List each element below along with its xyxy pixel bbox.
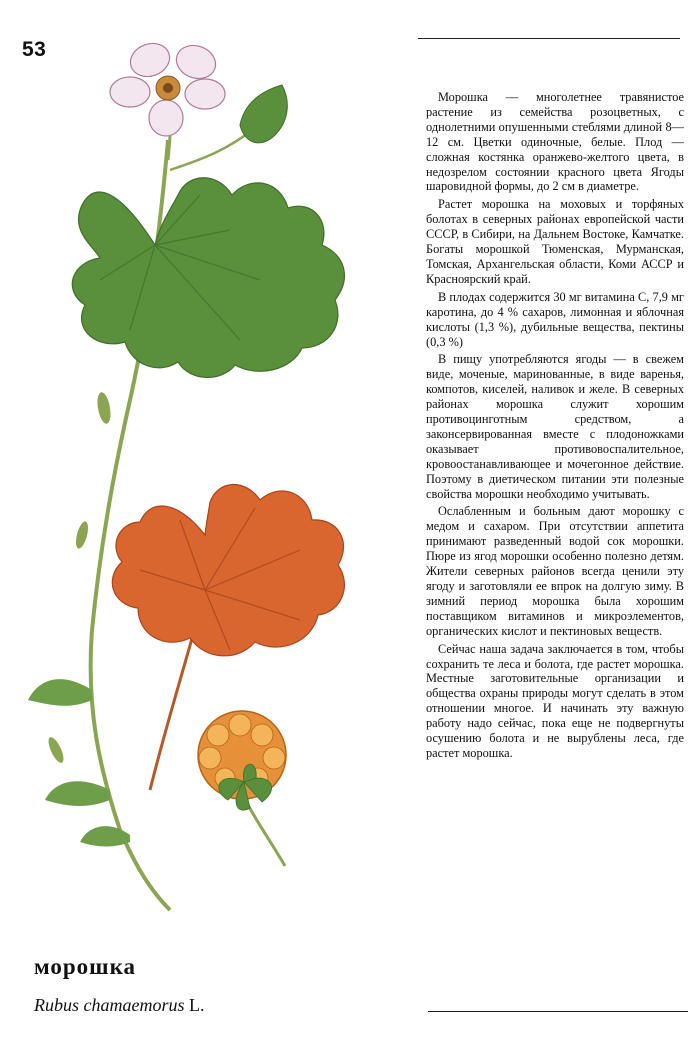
- green-leaf: [72, 178, 344, 378]
- flower: [110, 38, 225, 136]
- stem-node: [74, 520, 91, 550]
- top-rule: [418, 38, 680, 39]
- paragraph: В плодах содержится 30 мг витамина С, 7,9 мг каротина, до 4 % сахаров, лимонная и яблочная кислоты (1,3 %), дубильные вещества, пектины (0,3 %): [426, 289, 684, 349]
- latin-author: L.: [189, 995, 205, 1015]
- latin-binomial: Rubus chamaemorus: [34, 995, 185, 1015]
- lower-leaflet: [45, 781, 110, 806]
- paragraph: Растет морошка на моховых и торфяных болотах в северных районах европейской части СССР, в Сибири, на Дальнем Востоке, Камчатке. Богаты морошкой Тюменская, Мурманская, Томская, Архангельская области, Коми АССР и Красноярский край.: [426, 197, 684, 286]
- small-leaf: [240, 85, 287, 143]
- bottom-rule: [428, 1011, 688, 1012]
- paragraph: Сейчас наша задача заключается в том, чтобы сохранить те леса и болота, где растет морошка. Местные заготовительные организации и общества охраны природы могут сделать в этом отношении многое. И начинать эту важную работу надо сейчас, пока еще не подвергнуты осушению болота и не вырублены леса, где растет морошка.: [426, 641, 684, 760]
- plant-latin-name: [34, 995, 205, 1016]
- plant-name: морошка: [34, 954, 136, 979]
- cloudberry-illustration: [0, 30, 400, 950]
- page-number: 53: [22, 38, 47, 61]
- autumn-leaf: [112, 484, 344, 655]
- berry: [198, 711, 286, 810]
- paragraph: Морошка — многолетнее травянистое растение из семейства розоцветных, с однолетними опушенными стеблями длиной 8—12 см. Цветки одиночные, белые. Плод — сложная костянка оранжево-желтого цвета, в недозрелом состоянии красного цвета Ягоды шаровидной формы, до 2 см в диаметре.: [426, 90, 684, 194]
- article-text: [426, 90, 684, 764]
- lower-leaflet: [80, 826, 130, 846]
- stem-node: [95, 391, 112, 425]
- lower-leaflet: [28, 679, 92, 706]
- paragraph: В пищу употребляются ягоды — в свежем виде, моченые, маринованные, в виде варенья, компотов, киселей, наливок и желе. В северных районах морошка служит хорошим противоцинготным средством, а законсервированная вместе с плодоножками оказывает противовоспалительное, кровоостанавливающее и мочегонное действие. Поэтому в диетическом питании эти полезные свойства морошки необходимо учитывать.: [426, 352, 684, 501]
- stem-node: [46, 735, 67, 765]
- paragraph: Ослабленным и больным дают морошку с медом и сахаром. При отсутствии аппетита принимают разведенный водой сок морошки. Пюре из ягод морошки особенно полезно детям. Жители северных районов всегда ценили эту ягоду и заготовляли ее впрок на долгую зиму. В зимний период морошка была хорошим поставщиком витаминов и микроэлементов, органических кислот и пектиновых веществ.: [426, 504, 684, 638]
